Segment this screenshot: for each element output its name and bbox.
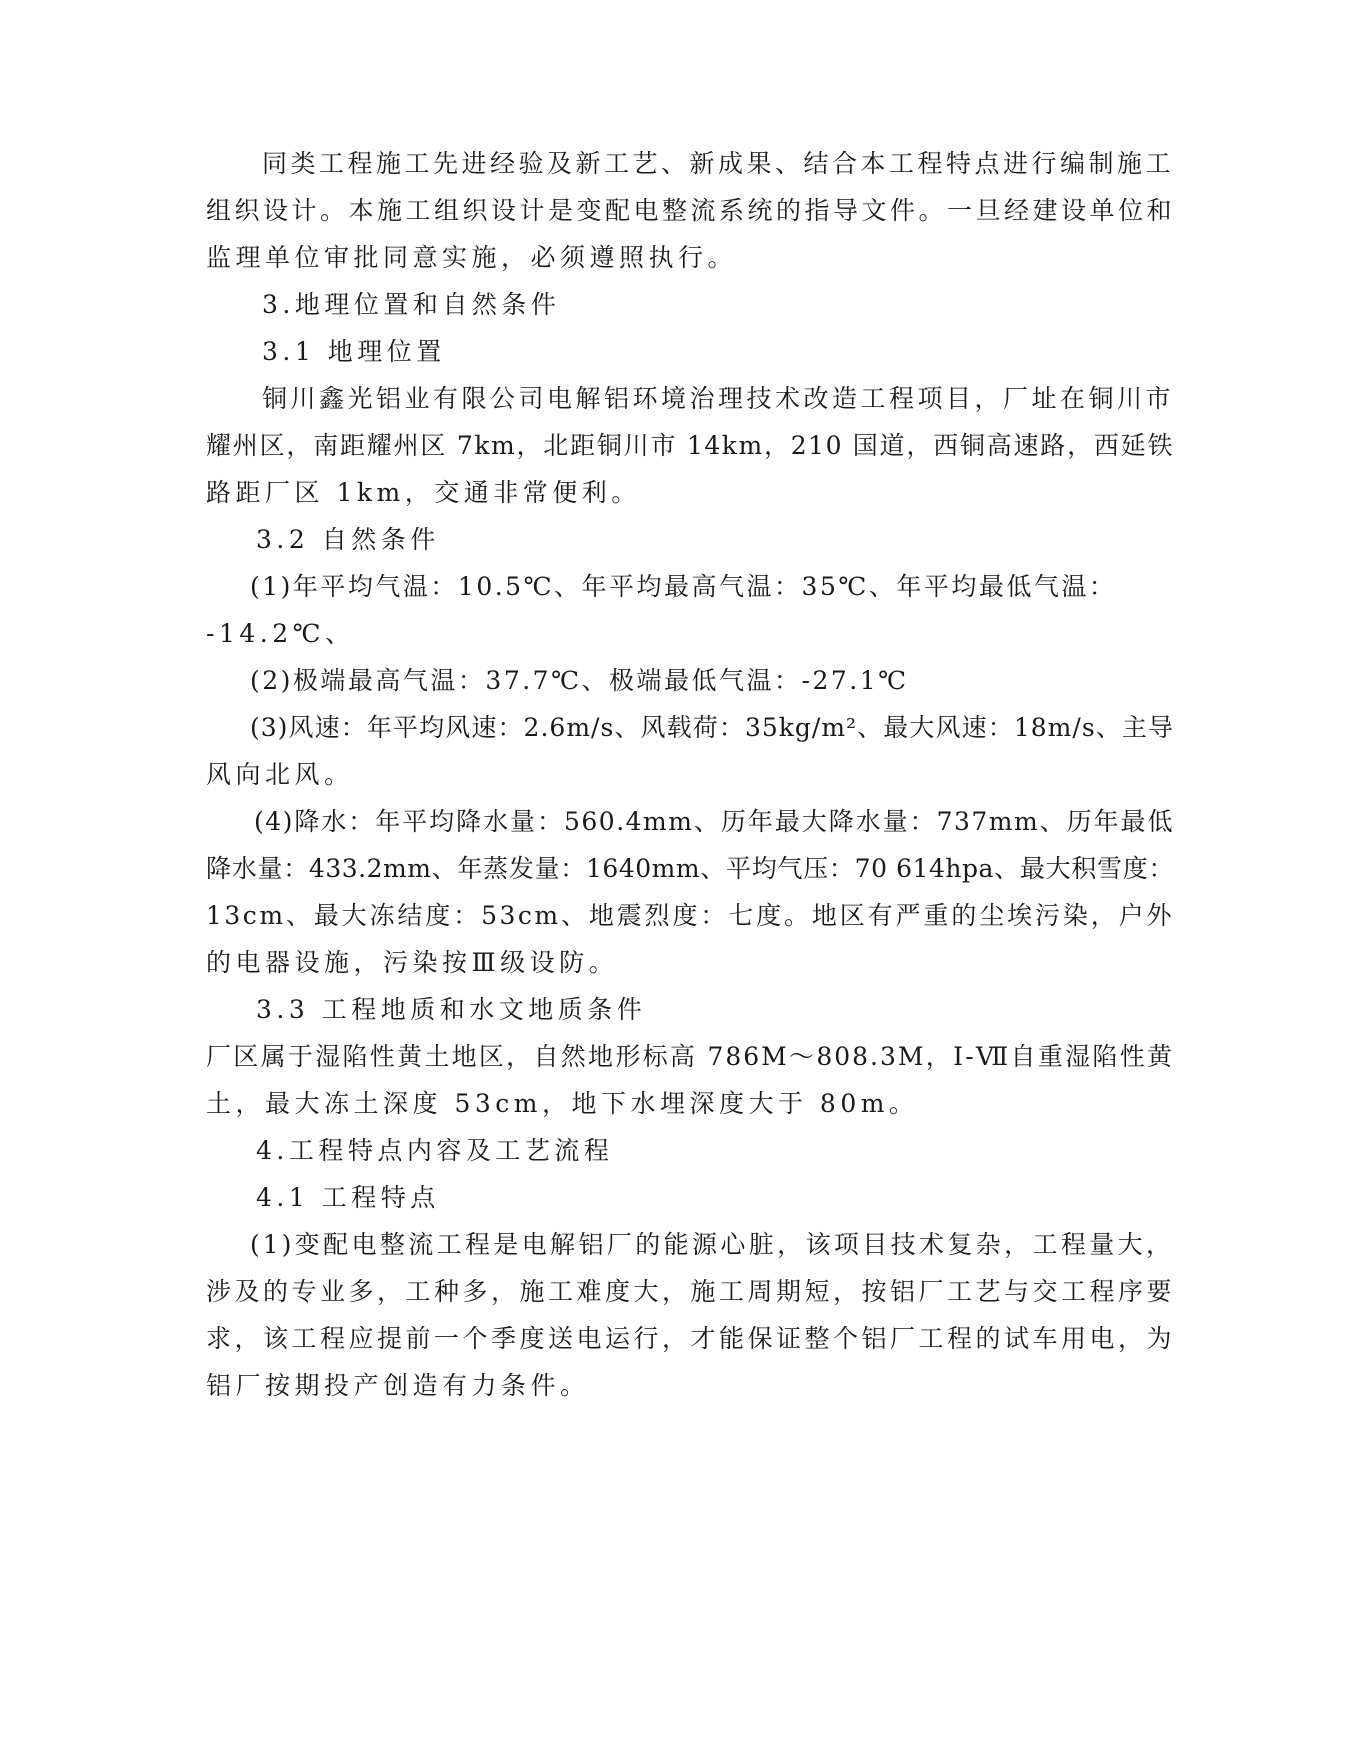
paragraph-line: 13cm、最大冻结度：53cm、地震烈度：七度。地区有严重的尘埃污染，户外	[206, 901, 1174, 930]
subsection-heading: 4.1 工程特点	[256, 1183, 440, 1212]
paragraph-line: 组织设计。本施工组织设计是变配电整流系统的指导文件。一旦经建设单位和	[206, 196, 1176, 225]
paragraph-line: 铝厂按期投产创造有力条件。	[206, 1371, 590, 1400]
paragraph-line: 风向北风。	[206, 760, 354, 789]
paragraph-line: (1)变配电整流工程是电解铝厂的能源心脏，该项目技术复杂，工程量大，	[250, 1230, 1174, 1259]
paragraph-line: 路距厂区 1km，交通非常便利。	[206, 478, 641, 507]
paragraph-line: 耀州区，南距耀州区 7km，北距铜川市 14km，210 国道，西铜高速路，西延铁	[206, 431, 1174, 460]
paragraph-line: (2)极端最高气温：37.7℃、极端最低气温：-27.1℃	[250, 666, 909, 695]
subsection-heading: 3.3 工程地质和水文地质条件	[256, 995, 647, 1024]
paragraph-line: (1)年平均气温：10.5℃、年平均最高气温：35℃、年平均最低气温：	[250, 572, 1117, 601]
paragraph-line: 求，该工程应提前一个季度送电运行，才能保证整个铝厂工程的试车用电，为	[206, 1324, 1176, 1353]
section-heading: 3.地理位置和自然条件	[262, 290, 561, 319]
paragraph-line: 同类工程施工先进经验及新工艺、新成果、结合本工程特点进行编制施工	[262, 149, 1175, 178]
section-heading: 4.工程特点内容及工艺流程	[256, 1136, 614, 1165]
paragraph-line: (3)风速：年平均风速：2.6m/s、风载荷：35kg/m²、最大风速：18m/s、主导	[250, 713, 1174, 742]
paragraph-line: 降水量：433.2mm、年蒸发量：1640mm、平均气压：70 614hpa、最大积雪度：	[206, 854, 1174, 883]
paragraph-line: 的电器设施，污染按Ⅲ级设防。	[206, 948, 619, 977]
paragraph-line: -14.2℃、	[206, 619, 355, 648]
paragraph-line: 厂区属于湿陷性黄土地区，自然地形标高 786M～808.3M，Ⅰ-Ⅶ自重湿陷性黄	[206, 1042, 1174, 1071]
subsection-heading: 3.2 自然条件	[256, 525, 440, 554]
subsection-heading: 3.1 地理位置	[262, 337, 446, 366]
paragraph-line: 涉及的专业多，工种多，施工难度大，施工周期短，按铝厂工艺与交工程序要	[206, 1277, 1176, 1306]
paragraph-line: (4)降水：年平均降水量：560.4mm、历年最大降水量：737mm、历年最低	[254, 807, 1174, 836]
paragraph-line: 土，最大冻土深度 53cm，地下水埋深度大于 80m。	[206, 1089, 919, 1118]
paragraph-line: 监理单位审批同意实施，必须遵照执行。	[206, 243, 738, 272]
paragraph-line: 铜川鑫光铝业有限公司电解铝环境治理技术改造工程项目，厂址在铜川市	[262, 384, 1175, 413]
